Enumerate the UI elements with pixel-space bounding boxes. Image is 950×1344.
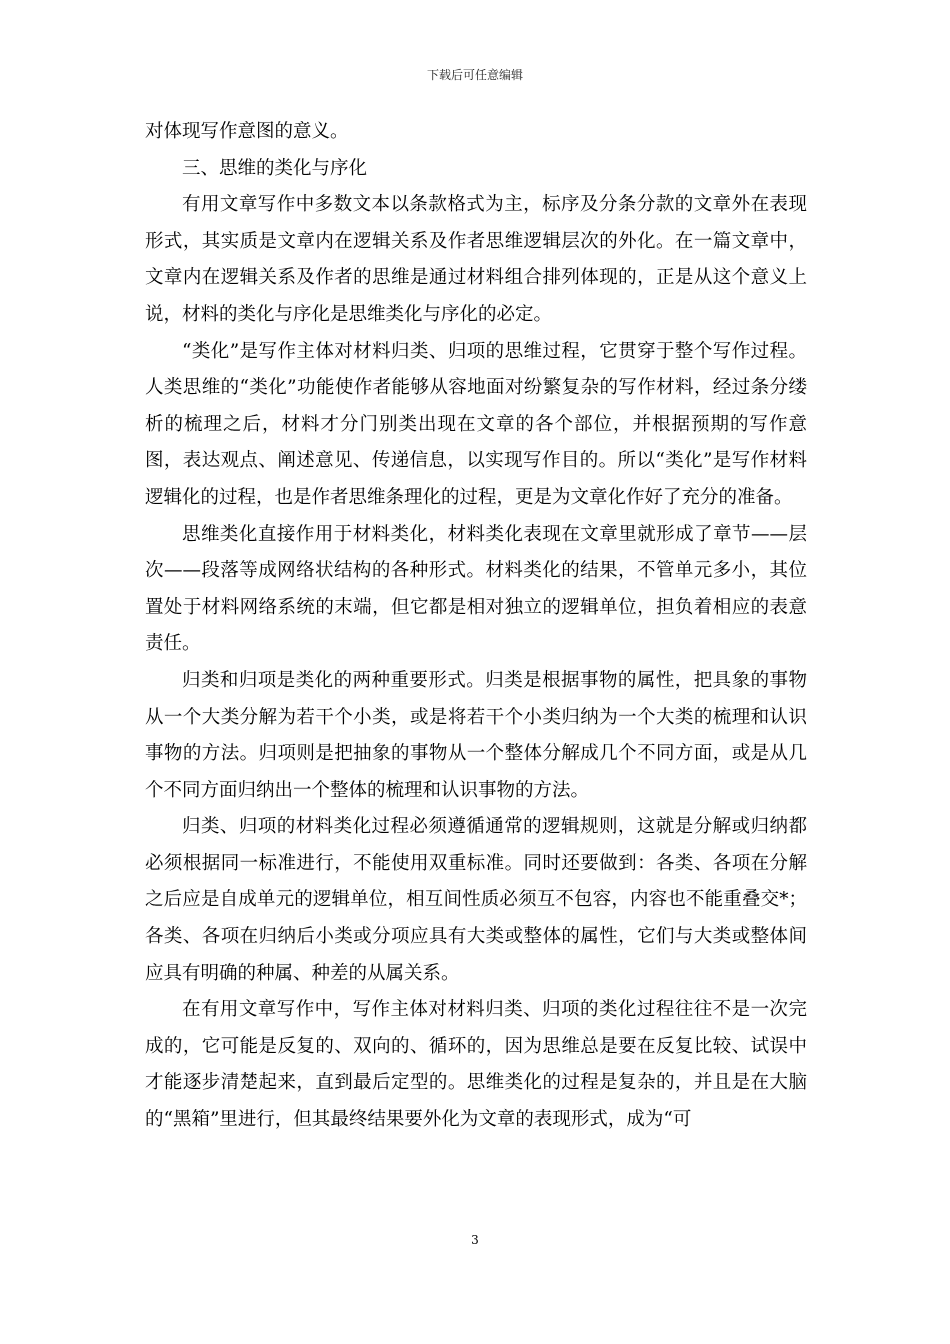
paragraph: 有用文章写作中多数文本以条款格式为主，标序及分条分款的文章外在表现形式，其实质是文章内在逻辑关系及作者思维逻辑层次的外化。在一篇文章中，文章内在逻辑关系及作者的思维是通过材料组合排列体现的，正是从这个意义上说，材料的类化与序化是思维类化与序化的必定。 bbox=[145, 194, 807, 325]
paragraph: “类化”是写作主体对材料归类、归项的思维过程，它贯穿于整个写作过程。人类思维的“类化”功能使作者能够从容地面对纷繁复杂的写作材料，经过条分缕析的梳理之后，材料才分门别类出现在文章的各个部位，并根据预期的写作意图，表达观点、阐述意见、传递信息，以实现写作目的。所以“类化”是写作材料逻辑化的过程，也是作者思维条理化的过程，更是为文章化作好了充分的准备。 bbox=[145, 340, 807, 508]
page-header: 下载后可任意编辑 bbox=[426, 68, 523, 82]
paragraph: 在有用文章写作中，写作主体对材料归类、归项的类化过程往往不是一次完成的，它可能是反复的、双向的、循环的，因为思维总是要在反复比较、试误中才能逐步清楚起来，直到最后定型的。思维类化的过程是复杂的，并且是在大脑的“黑箱”里进行，但其最终结果要外化为文章的表现形式，成为“可 bbox=[145, 999, 807, 1131]
document-body bbox=[145, 114, 807, 1139]
page-number: 3 bbox=[471, 1233, 479, 1247]
paragraph-continuation: 对体现写作意图的意义。 bbox=[145, 121, 349, 142]
paragraph: 归类和归项是类化的两种重要形式。归类是根据事物的属性，把具象的事物从一个大类分解为若干个小类，或是将若干个小类归纳为一个大类的梳理和认识事物的方法。归项则是把抽象的事物从一个整体分解成几个不同方面，或是从几个不同方面归纳出一个整体的梳理和认识事物的方法。 bbox=[145, 669, 807, 801]
section-heading: 三、思维的类化与序化 bbox=[182, 157, 368, 179]
paragraph: 归类、归项的材料类化过程必须遵循通常的逻辑规则，这就是分解或归纳都必须根据同一标准进行，不能使用双重标准。同时还要做到：各类、各项在分解之后应是自成单元的逻辑单位，相互间性质必须互不包容，内容也不能重叠交*；各类、各项在归纳后小类或分项应具有大类或整体的属性，它们与大类或整体间应具有明确的种属、种差的从属关系。 bbox=[145, 816, 807, 984]
paragraph: 思维类化直接作用于材料类化，材料类化表现在文章里就形成了章节——层次——段落等成网络状结构的各种形式。材料类化的结果，不管单元多小，其位置处于材料网络系统的末端，但它都是相对独立的逻辑单位，担负着相应的表意责任。 bbox=[145, 523, 807, 655]
